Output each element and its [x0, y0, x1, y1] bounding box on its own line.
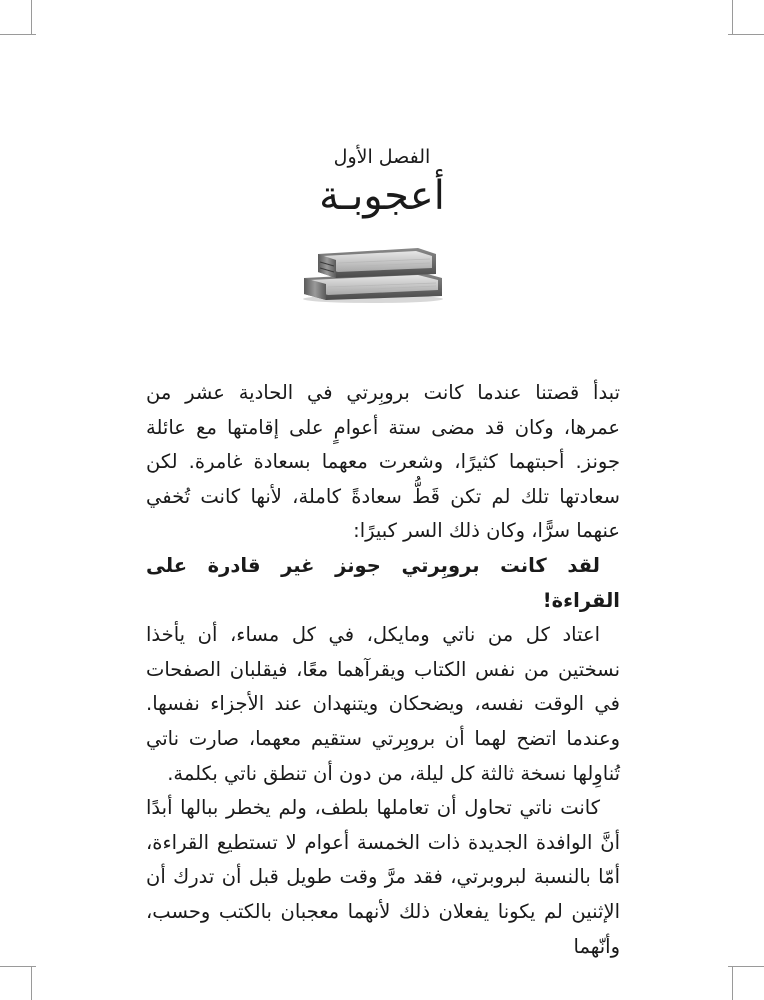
crop-mark-bottom-right-h: [728, 966, 764, 967]
stacked-books-icon: [300, 238, 446, 304]
crop-mark-bottom-right: [732, 966, 733, 1000]
body-text: [146, 376, 620, 964]
crop-mark-bottom-left: [31, 966, 32, 1000]
crop-mark-bottom-left-h: [0, 966, 36, 967]
paragraph-1: تبدأ قصتنا عندما كانت بروبِرتي في الحادية عشر من عمرها، وكان قد مضى ستة أعوامٍ على إقامتها مع عائلة جونز. أحبتهما كثيرًا، وشعرت معهما بسعادة غامرة. لكن سعادتها تلك لم تكن قَطُّ سعادةً كاملة، لأنها كانت تُخفي عنهما سرًّا، وكان ذلك السر كبيرًا:: [146, 381, 620, 543]
crop-mark-top-left: [31, 0, 32, 34]
paragraph-2-bold: لقد كانت بروبِرتي جونز غير قادرة على القراءة!: [146, 553, 620, 612]
crop-mark-top-right-h: [728, 34, 764, 35]
paragraph-3: اعتاد كل من ناتي ومايكل، في كل مساء، أن يأخذا نسختين من نفس الكتاب ويقرآهما معًا، فيقلبان الصفحات في الوقت نفسه، ويضحكان ويتنهدان عند الأجزاء نفسها. وعندما اتضح لهما أن بروبِرتي ستقيم معهما، صارت ناتي تُناوِلها نسخة ثالثة كل ليلة، من دون أن تنطق ناتي بكلمة.: [146, 623, 620, 785]
paragraph-4: كانت ناتي تحاول أن تعاملها بلطف، ولم يخطر ببالها أبدًا أنَّ الوافدة الجديدة ذات الخمسة أعوام لا تستطيع القراءة، أمّا بالنسبة لبروبرتي، فقد مرَّ وقت طويل قبل أن تدرك أن الإثنين لم يكونا يفعلان ذلك لأنهما معجبان بالكتب وحسب، وأنّهما: [146, 796, 620, 958]
chapter-title: أعجوبـة: [319, 173, 445, 219]
crop-mark-top-left-h: [0, 34, 36, 35]
crop-mark-top-right: [732, 0, 733, 34]
chapter-label: الفصل الأول: [333, 146, 431, 168]
